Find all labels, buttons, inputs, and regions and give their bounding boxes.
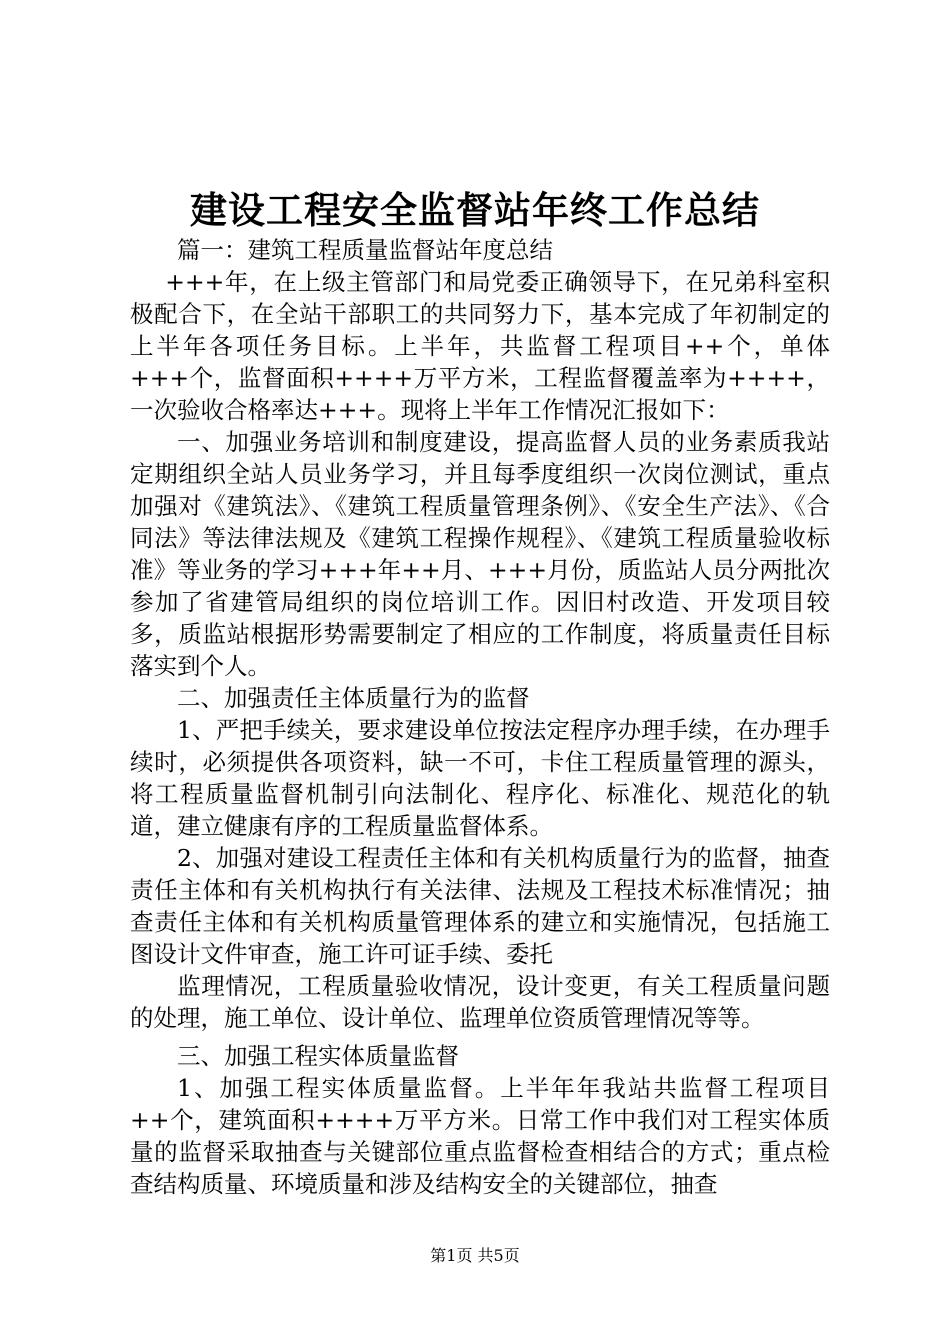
document-title: 建设工程安全监督站年终工作总结 <box>190 188 760 232</box>
paragraph: 一、加强业务培训和制度建设，提高监督人员的业务素质我站定期组织全站人员业务学习，并且每季度组织一次岗位测试，重点加强对《建筑法》、《建筑工程质量管理条例》、《安全生产法》、《合同法》等法律法规及《建筑工程操作规程》、《建筑工程质量验收标准》等业务的学习+++年++月、+++月份，质监站人员分两批次参加了省建管局组织的岗位培训工作。因旧村改造、开发项目较多，质监站根据形势需要制定了相应的工作制度，将质量责任目标落实到个人。 <box>130 428 830 680</box>
section-heading: 三、加强工程实体质量监督 <box>177 1042 459 1070</box>
page-number: 第1页 共5页 <box>430 1246 520 1265</box>
paragraph: 监理情况，工程质量验收情况，设计变更，有关工程质量问题的处理，施工单位、设计单位、监理单位资质管理情况等等。 <box>130 972 830 1032</box>
paragraph: +++年，在上级主管部门和局党委正确领导下，在兄弟科室积极配合下，在全站干部职工的共同努力下，基本完成了年初制定的上半年各项任务目标。上半年，共监督工程项目++个，单体+++个，监督面积++++万平方米，工程监督覆盖率为++++，一次验收合格率达+++。现将上半年工作情况汇报如下： <box>130 268 830 424</box>
paragraph: 2、加强对建设工程责任主体和有关机构质量行为的监督，抽查责任主体和有关机构执行有关法律、法规及工程技术标准情况；抽查责任主体和有关机构质量管理体系的建立和实施情况，包括施工图设计文件审查，施工许可证手续、委托 <box>130 844 830 968</box>
section-heading: 二、加强责任主体质量行为的监督 <box>177 684 530 712</box>
paragraph: 1、严把手续关，要求建设单位按法定程序办理手续，在办理手续时，必须提供各项资料，缺一不可，卡住工程质量管理的源头，将工程质量监督机制引向法制化、程序化、标准化、规范化的轨道，建立健康有序的工程质量监督体系。 <box>130 716 830 840</box>
section-heading: 篇一：建筑工程质量监督站年度总结 <box>177 236 553 264</box>
document-body <box>130 234 830 1200</box>
paragraph: 1、加强工程实体质量监督。上半年年我站共监督工程项目++个，建筑面积++++万平方米。日常工作中我们对工程实体质量的监督采取抽查与关键部位重点监督检查相结合的方式；重点检查结构质量、环境质量和涉及结构安全的关键部位，抽查 <box>130 1074 830 1198</box>
